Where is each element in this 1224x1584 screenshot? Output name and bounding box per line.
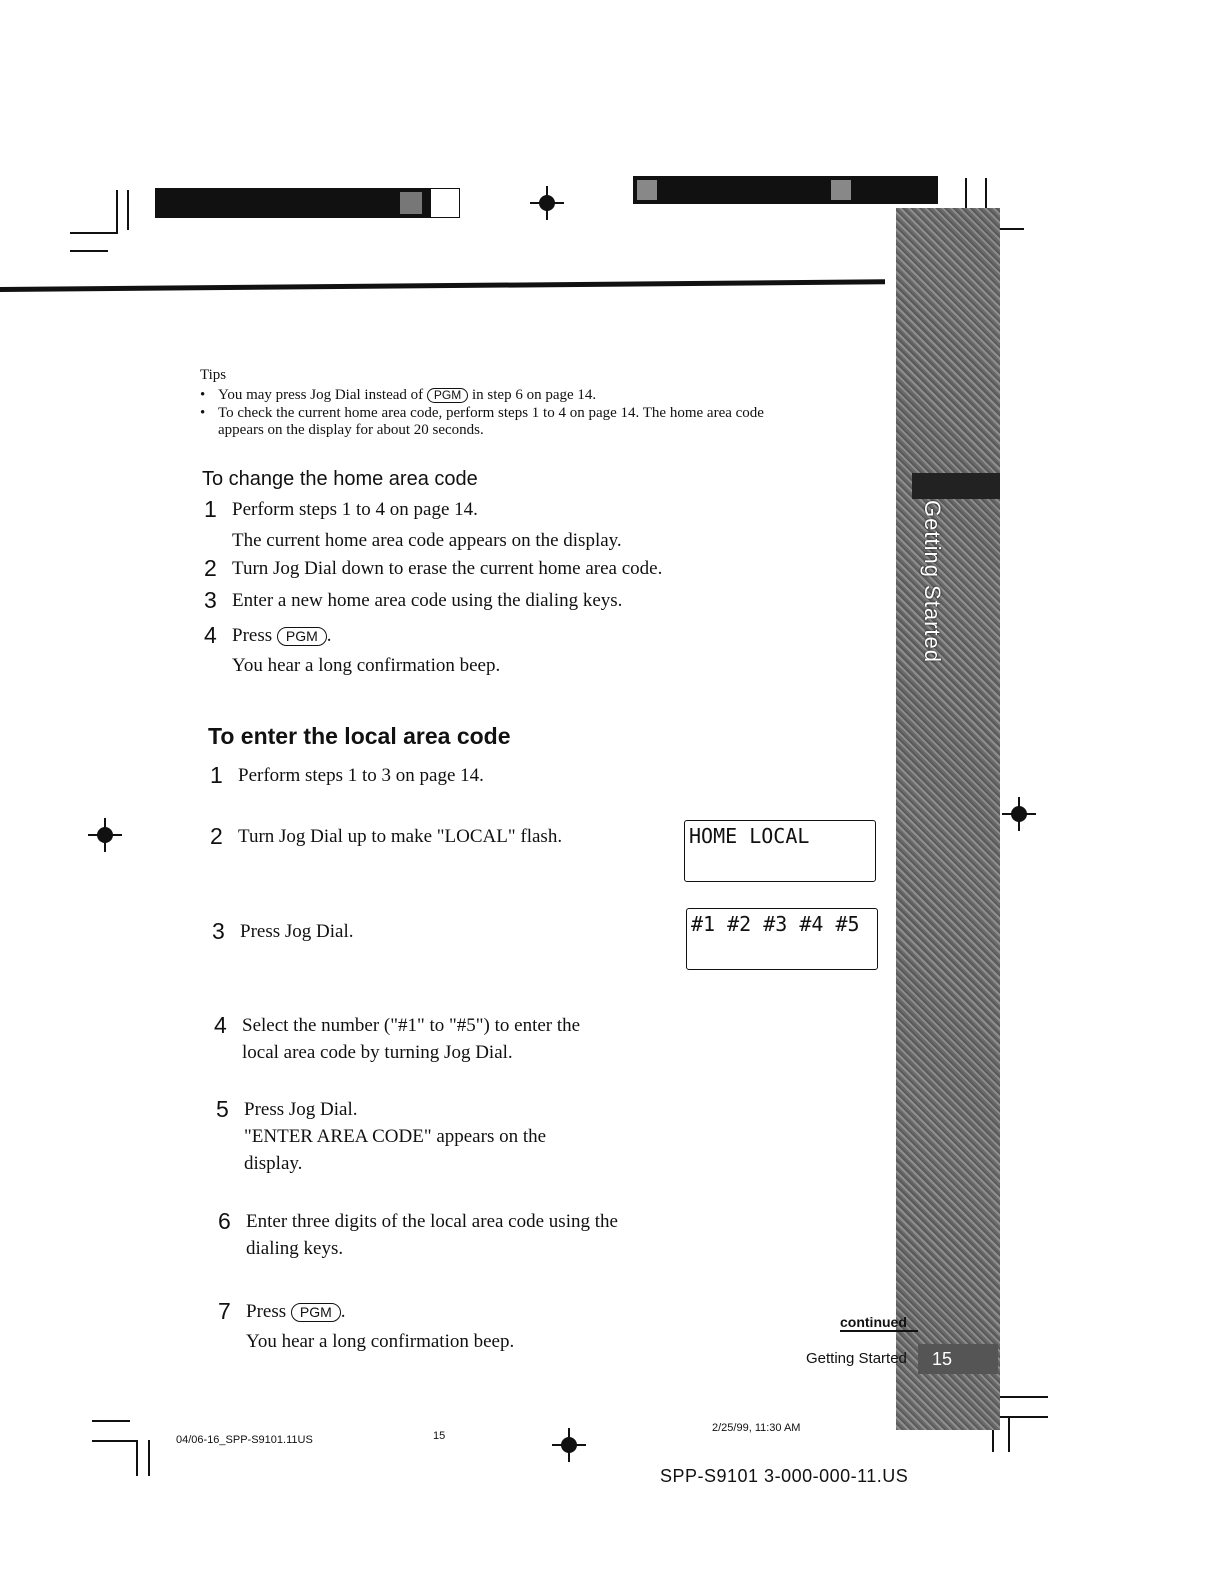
- step-item: 1 Perform steps 1 to 4 on page 14. The current home area code appears on the display.: [204, 496, 622, 551]
- crop-mark: [127, 190, 129, 230]
- step-item: 7 Press PGM . You hear a long confirmation beep.: [218, 1298, 515, 1352]
- print-color-bar-left: [155, 188, 460, 218]
- registration-target-icon: [530, 186, 564, 220]
- crop-mark: [965, 178, 967, 208]
- lcd-display-numbers: #1 #2 #3 #4 #5: [686, 908, 878, 970]
- tip-item: • To check the current home area code, perform steps 1 to 4 on page 14. The home area code appears on the display for about 20 seconds.: [200, 405, 764, 438]
- crop-mark: [70, 250, 108, 252]
- print-color-bar-right: [633, 176, 938, 204]
- registration-target-icon: [1002, 797, 1036, 831]
- registration-target-icon: [88, 818, 122, 852]
- header-rule: [0, 279, 885, 292]
- pgm-key-icon: PGM: [277, 627, 327, 646]
- step-item: 1 Perform steps 1 to 3 on page 14.: [210, 762, 484, 788]
- crop-mark: [92, 1420, 130, 1422]
- step-item: 3 Press Jog Dial.: [212, 918, 354, 944]
- registration-target-icon: [552, 1428, 586, 1462]
- step-item: 4 Press PGM . You hear a long confirmation beep.: [204, 622, 501, 676]
- continued-rule: [840, 1330, 918, 1332]
- step-item: 5 Press Jog Dial. "ENTER AREA CODE" appears on the display.: [216, 1096, 547, 1174]
- continued-label: continued: [840, 1314, 907, 1330]
- footer-datetime: 2/25/99, 11:30 AM: [712, 1422, 801, 1434]
- heading-enter-local: To enter the local area code: [208, 723, 511, 749]
- crop-mark: [116, 190, 118, 234]
- page-number: 15: [918, 1344, 998, 1374]
- step-item: 3 Enter a new home area code using the dialing keys.: [204, 587, 623, 613]
- crop-mark: [70, 232, 118, 234]
- step-item: 4 Select the number ("#1" to "#5") to enter the local area code by turning Jog Dial.: [214, 1012, 581, 1063]
- footer-file-code: 04/06-16_SPP-S9101.11US: [176, 1434, 313, 1446]
- crop-mark: [92, 1440, 138, 1442]
- crop-mark: [136, 1440, 138, 1476]
- footer-center-number: 15: [433, 1430, 446, 1442]
- subheading-change-home: To change the home area code: [202, 468, 478, 490]
- crop-mark: [148, 1440, 150, 1476]
- footer-section-name: Getting Started: [806, 1350, 907, 1367]
- crop-mark: [1008, 1418, 1010, 1452]
- crop-mark: [985, 178, 987, 208]
- model-number: SPP-S9101 3-000-000-11.US: [660, 1466, 909, 1486]
- step-item: 2 Turn Jog Dial up to make "LOCAL" flash.: [210, 823, 563, 849]
- section-tab-sidebar: [896, 208, 1000, 1430]
- pgm-key-icon: PGM: [427, 388, 468, 403]
- step-item: 2 Turn Jog Dial down to erase the current home area code.: [204, 555, 663, 581]
- step-item: 6 Enter three digits of the local area code using the dialing keys.: [218, 1208, 618, 1259]
- tip-item: • You may press Jog Dial instead of PGM in step 6 on page 14.: [200, 387, 597, 403]
- lcd-display-home-local: HOME LOCAL: [684, 820, 876, 882]
- sidebar-section-label: Getting Started: [920, 500, 945, 663]
- tips-title: Tips: [200, 367, 227, 383]
- pgm-key-icon: PGM: [291, 1303, 341, 1322]
